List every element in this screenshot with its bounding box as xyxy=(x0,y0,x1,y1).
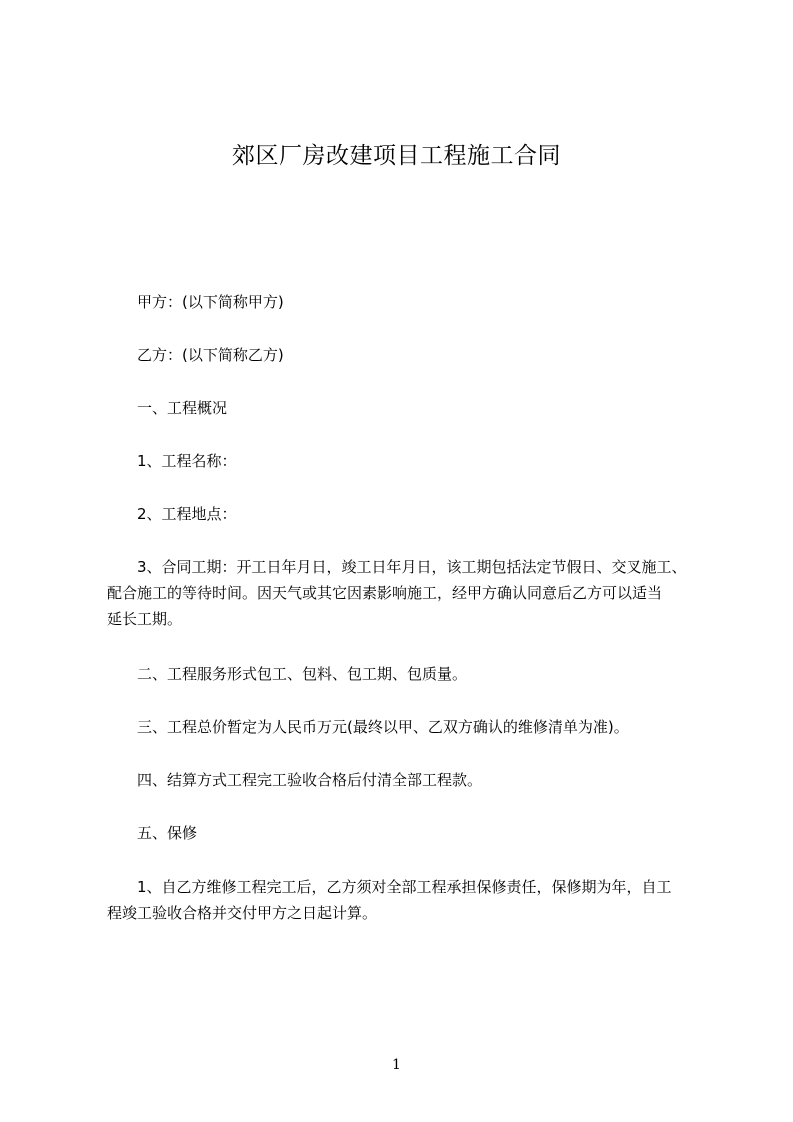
party-b-line: 乙方：(以下简称乙方) xyxy=(137,346,284,364)
section-heading-settlement: 四、结算方式工程完工验收合格后付清全部工程款。 xyxy=(137,771,483,789)
project-location-line: 2、工程地点： xyxy=(137,505,237,523)
contract-period-line-3: 延长工期。 xyxy=(107,610,183,628)
section-heading-warranty: 五、保修 xyxy=(137,824,198,842)
contract-period-line-1: 3、合同工期：开工日年月日，竣工日年月日，该工期包括法定节假日、交叉施工、 xyxy=(137,558,687,576)
section-heading-service-form: 二、工程服务形式包工、包料、包工期、包质量。 xyxy=(137,665,468,683)
page-number: 1 xyxy=(392,1057,401,1073)
project-name-line: 1、工程名称： xyxy=(137,452,237,470)
contract-period-line-2: 配合施工的等待时间。因天气或其它因素影响施工，经甲方确认同意后乙方可以适当 xyxy=(107,584,663,602)
section-heading-total-price: 三、工程总价暂定为人民币万元(最终以甲、乙双方确认的维修清单为准)。 xyxy=(137,718,629,736)
contract-period-paragraph xyxy=(107,554,687,632)
warranty-paragraph xyxy=(107,874,672,926)
warranty-line-1: 1、自乙方维修工程完工后，乙方须对全部工程承担保修责任，保修期为年，自工 xyxy=(137,878,672,896)
party-a-line: 甲方：(以下简称甲方) xyxy=(137,293,284,311)
section-heading-project-overview: 一、工程概况 xyxy=(137,399,228,417)
document-title: 郊区厂房改建项目工程施工合同 xyxy=(232,143,561,169)
warranty-line-2: 程竣工验收合格并交付甲方之日起计算。 xyxy=(107,904,378,922)
